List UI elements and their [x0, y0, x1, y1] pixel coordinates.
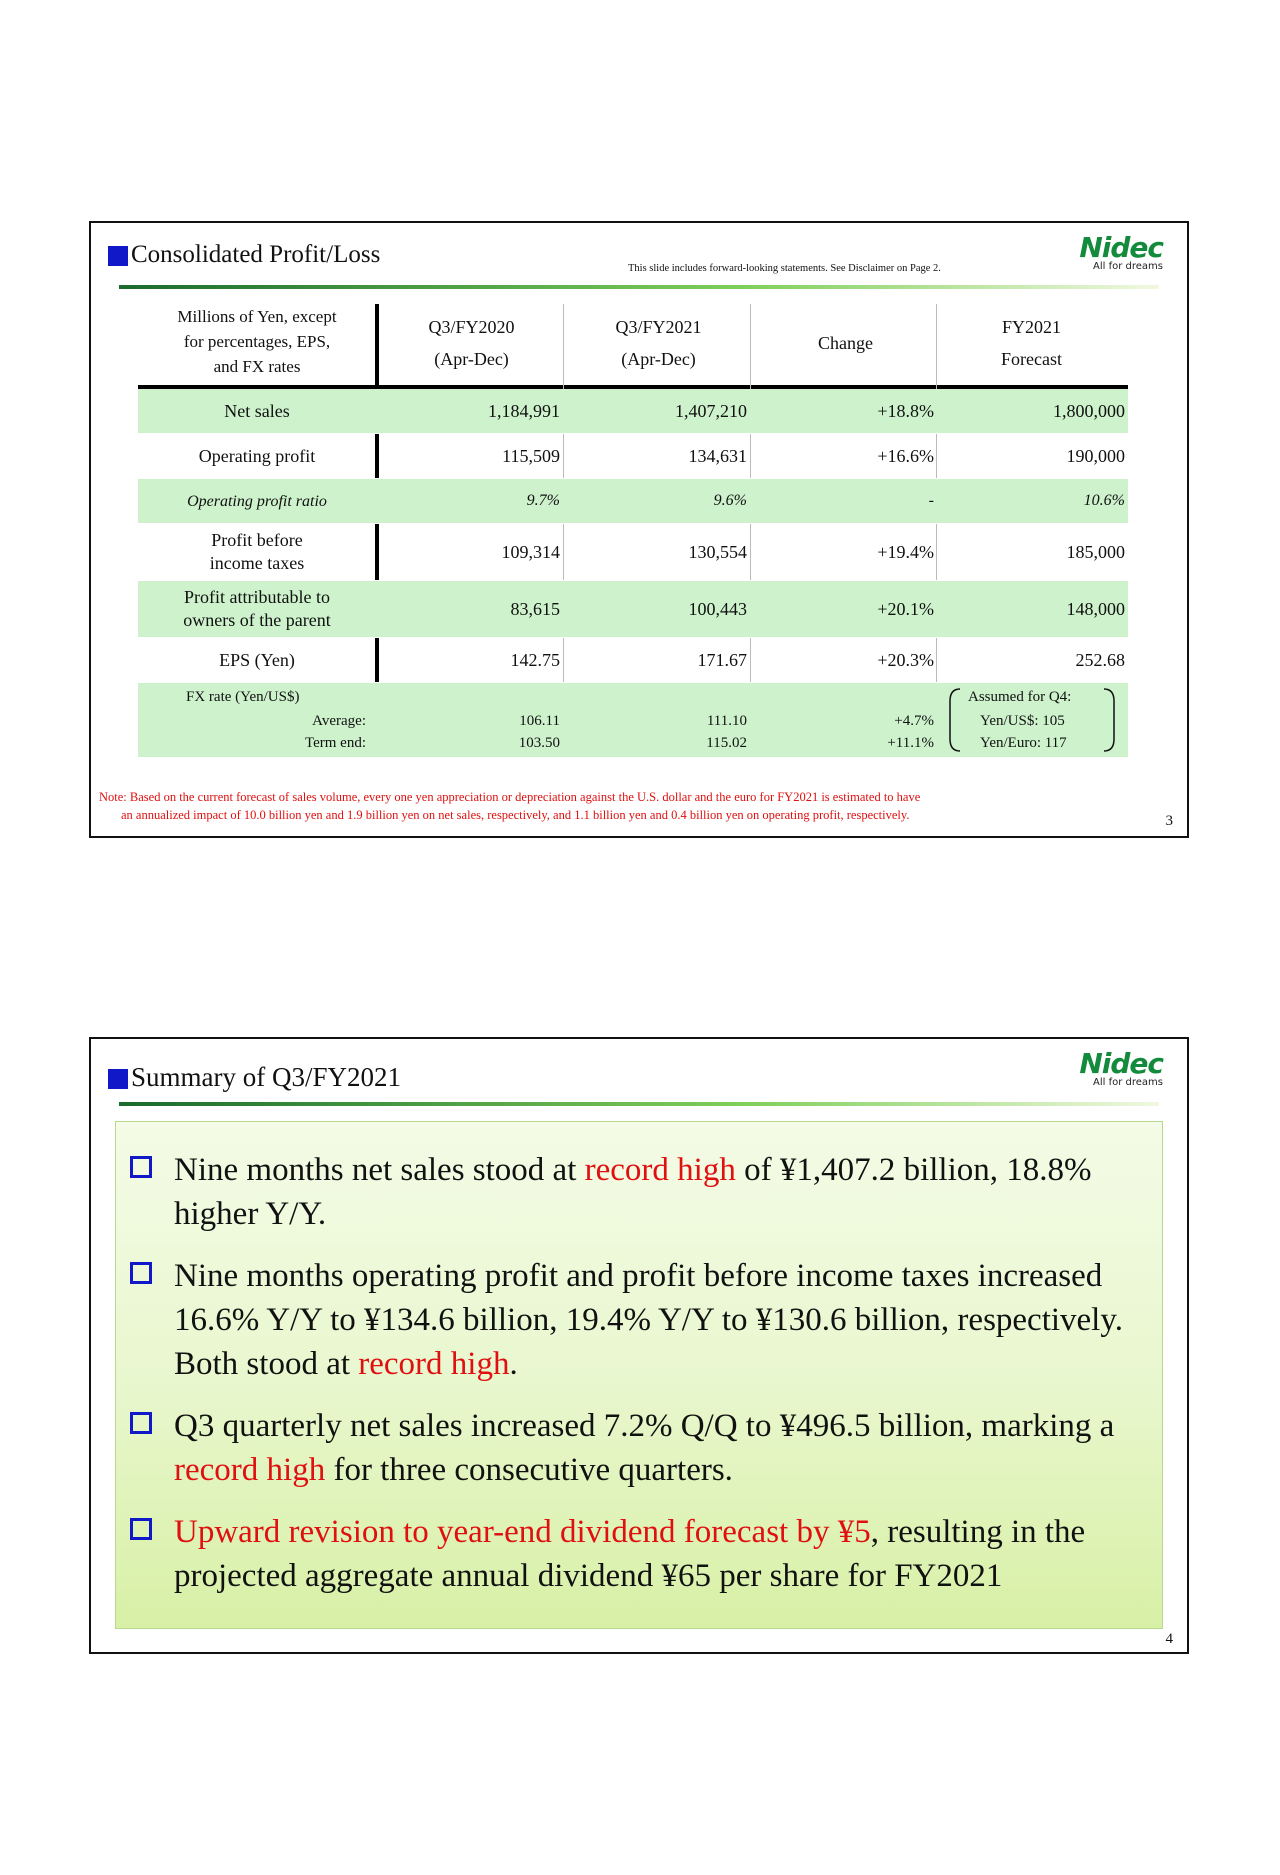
title-square-icon	[108, 246, 128, 266]
cell-value: 115,509	[502, 445, 560, 466]
page-number: 3	[1165, 813, 1173, 829]
title-underline	[119, 1102, 1159, 1106]
cell-value: 83,615	[510, 598, 560, 619]
slide-consolidated-profit-loss	[89, 221, 1189, 838]
bullet-text: Nine months net sales stood at record high of ¥1,407.2 billion, 18.8% higher Y/Y.	[174, 1152, 1092, 1232]
summary-bullet	[130, 1148, 1150, 1236]
cell-value: 148,000	[1066, 598, 1125, 619]
row-label: Net sales	[224, 400, 290, 421]
nidec-logo	[1063, 233, 1163, 272]
summary-bullet	[130, 1510, 1150, 1598]
cell-value: 185,000	[1066, 541, 1125, 562]
fx-forecast-assumption: Assumed for Q4: Yen/US$: 105 Yen/Euro: 117	[938, 683, 1125, 757]
table-row	[138, 389, 1128, 434]
slide-title: Consolidated Profit/Loss	[131, 241, 381, 268]
disclaimer-text: This slide includes forward-looking statements. See Disclaimer on Page 2.	[628, 263, 941, 274]
table-row	[138, 524, 1128, 581]
header-q3-fy2021: Q3/FY2021 (Apr-Dec)	[615, 317, 702, 369]
cell-value: 190,000	[1066, 445, 1125, 466]
cell-value: 171.67	[697, 649, 747, 670]
fx-sensitivity-note: Note: Based on the current forecast of sales volume, every one yen appreciation or depreciation against the U.S. dollar and the euro for FY2021 is estimated to have an annualized impact of 10.0 billion yen and 1.9 billion yen on net sales, respectively, and 1.1 billion yen and 0.4 billion yen on operating profit, respectively.	[99, 790, 921, 822]
cell-value: +19.4%	[877, 541, 934, 562]
row-label: Operating profit	[198, 445, 316, 466]
checkbox-square-icon	[130, 1412, 152, 1434]
cell-value: 130,554	[688, 541, 747, 562]
cell-value: +20.3%	[877, 649, 934, 670]
fx-col-change: +4.7% +11.1%	[887, 713, 934, 751]
fx-col-fy2021: 111.10 115.02	[706, 713, 747, 751]
cell-value: 142.75	[510, 649, 560, 670]
fx-term-end-label: Term end:	[304, 735, 366, 751]
title-underline	[119, 285, 1159, 289]
logo-tagline: All for dreams	[1093, 1077, 1163, 1088]
cell-value: 10.6%	[1083, 492, 1125, 509]
row-label: Profit attributable to owners of the parent	[183, 587, 331, 630]
cell-value: 9.6%	[713, 492, 747, 509]
fx-label-cell	[138, 683, 376, 757]
cell-value: 9.7%	[526, 492, 560, 509]
row-label: Operating profit ratio	[187, 492, 327, 510]
cell-value: 1,407,210	[675, 400, 747, 421]
bullet-text: Q3 quarterly net sales increased 7.2% Q/Q to ¥496.5 billion, marking a record high for three consecutive quarters.	[174, 1408, 1115, 1488]
nidec-logo	[1063, 1049, 1163, 1088]
cell-value: +20.1%	[877, 598, 934, 619]
cell-value: +18.8%	[877, 400, 934, 421]
table-row	[138, 434, 1128, 479]
table-row	[138, 581, 1128, 638]
row-label: Profit before income taxes	[209, 530, 305, 573]
cell-value: 100,443	[688, 598, 747, 619]
header-units-label: Millions of Yen, except for percentages, EPS, and FX rates	[177, 307, 337, 376]
cell-value: 109,314	[501, 541, 560, 562]
cell-value: 134,631	[688, 445, 747, 466]
slide-title: Summary of Q3/FY2021	[131, 1062, 401, 1092]
logo-brand: Nidec	[1079, 1047, 1163, 1080]
cell-value: 252.68	[1075, 649, 1125, 670]
bullet-text: Nine months operating profit and profit before income taxes increased 16.6% Y/Y to ¥134.6 billion, 19.4% Y/Y to ¥130.6 billion, respectively. Both stood at record high.	[174, 1258, 1123, 1382]
profit-loss-table	[138, 300, 1128, 758]
table-body	[138, 389, 1128, 758]
logo-brand: Nidec	[1079, 231, 1163, 264]
checkbox-square-icon	[130, 1518, 152, 1540]
header-fy2021-forecast: FY2021 Forecast	[1001, 317, 1062, 369]
table-header	[138, 300, 1128, 389]
summary-bullet	[130, 1404, 1150, 1492]
slide-summary-q3	[89, 1037, 1189, 1654]
summary-panel	[115, 1121, 1163, 1629]
table-row	[138, 638, 1128, 683]
header-change: Change	[818, 333, 873, 353]
cell-value: 1,184,991	[488, 400, 560, 421]
row-label: EPS (Yen)	[219, 649, 295, 670]
title-square-icon	[108, 1069, 128, 1089]
cell-value: -	[928, 492, 934, 509]
fx-label: FX rate (Yen/US$)	[186, 689, 300, 705]
checkbox-square-icon	[130, 1156, 152, 1178]
bullet-text: Upward revision to year-end dividend forecast by ¥5, resulting in the projected aggregate annual dividend ¥65 per share for FY2021	[174, 1514, 1086, 1594]
logo-tagline: All for dreams	[1093, 261, 1163, 272]
summary-bullet	[130, 1254, 1150, 1386]
fx-col-fy2020: 106.11 103.50	[518, 713, 560, 751]
table-row	[138, 479, 1128, 524]
header-q3-fy2020: Q3/FY2020 (Apr-Dec)	[428, 317, 515, 369]
fx-average-label: Average:	[312, 713, 366, 729]
cell-value: 1,800,000	[1053, 400, 1125, 421]
table-row-fx	[138, 683, 1128, 758]
cell-value: +16.6%	[877, 445, 934, 466]
page-number: 4	[1165, 1631, 1173, 1647]
checkbox-square-icon	[130, 1262, 152, 1284]
